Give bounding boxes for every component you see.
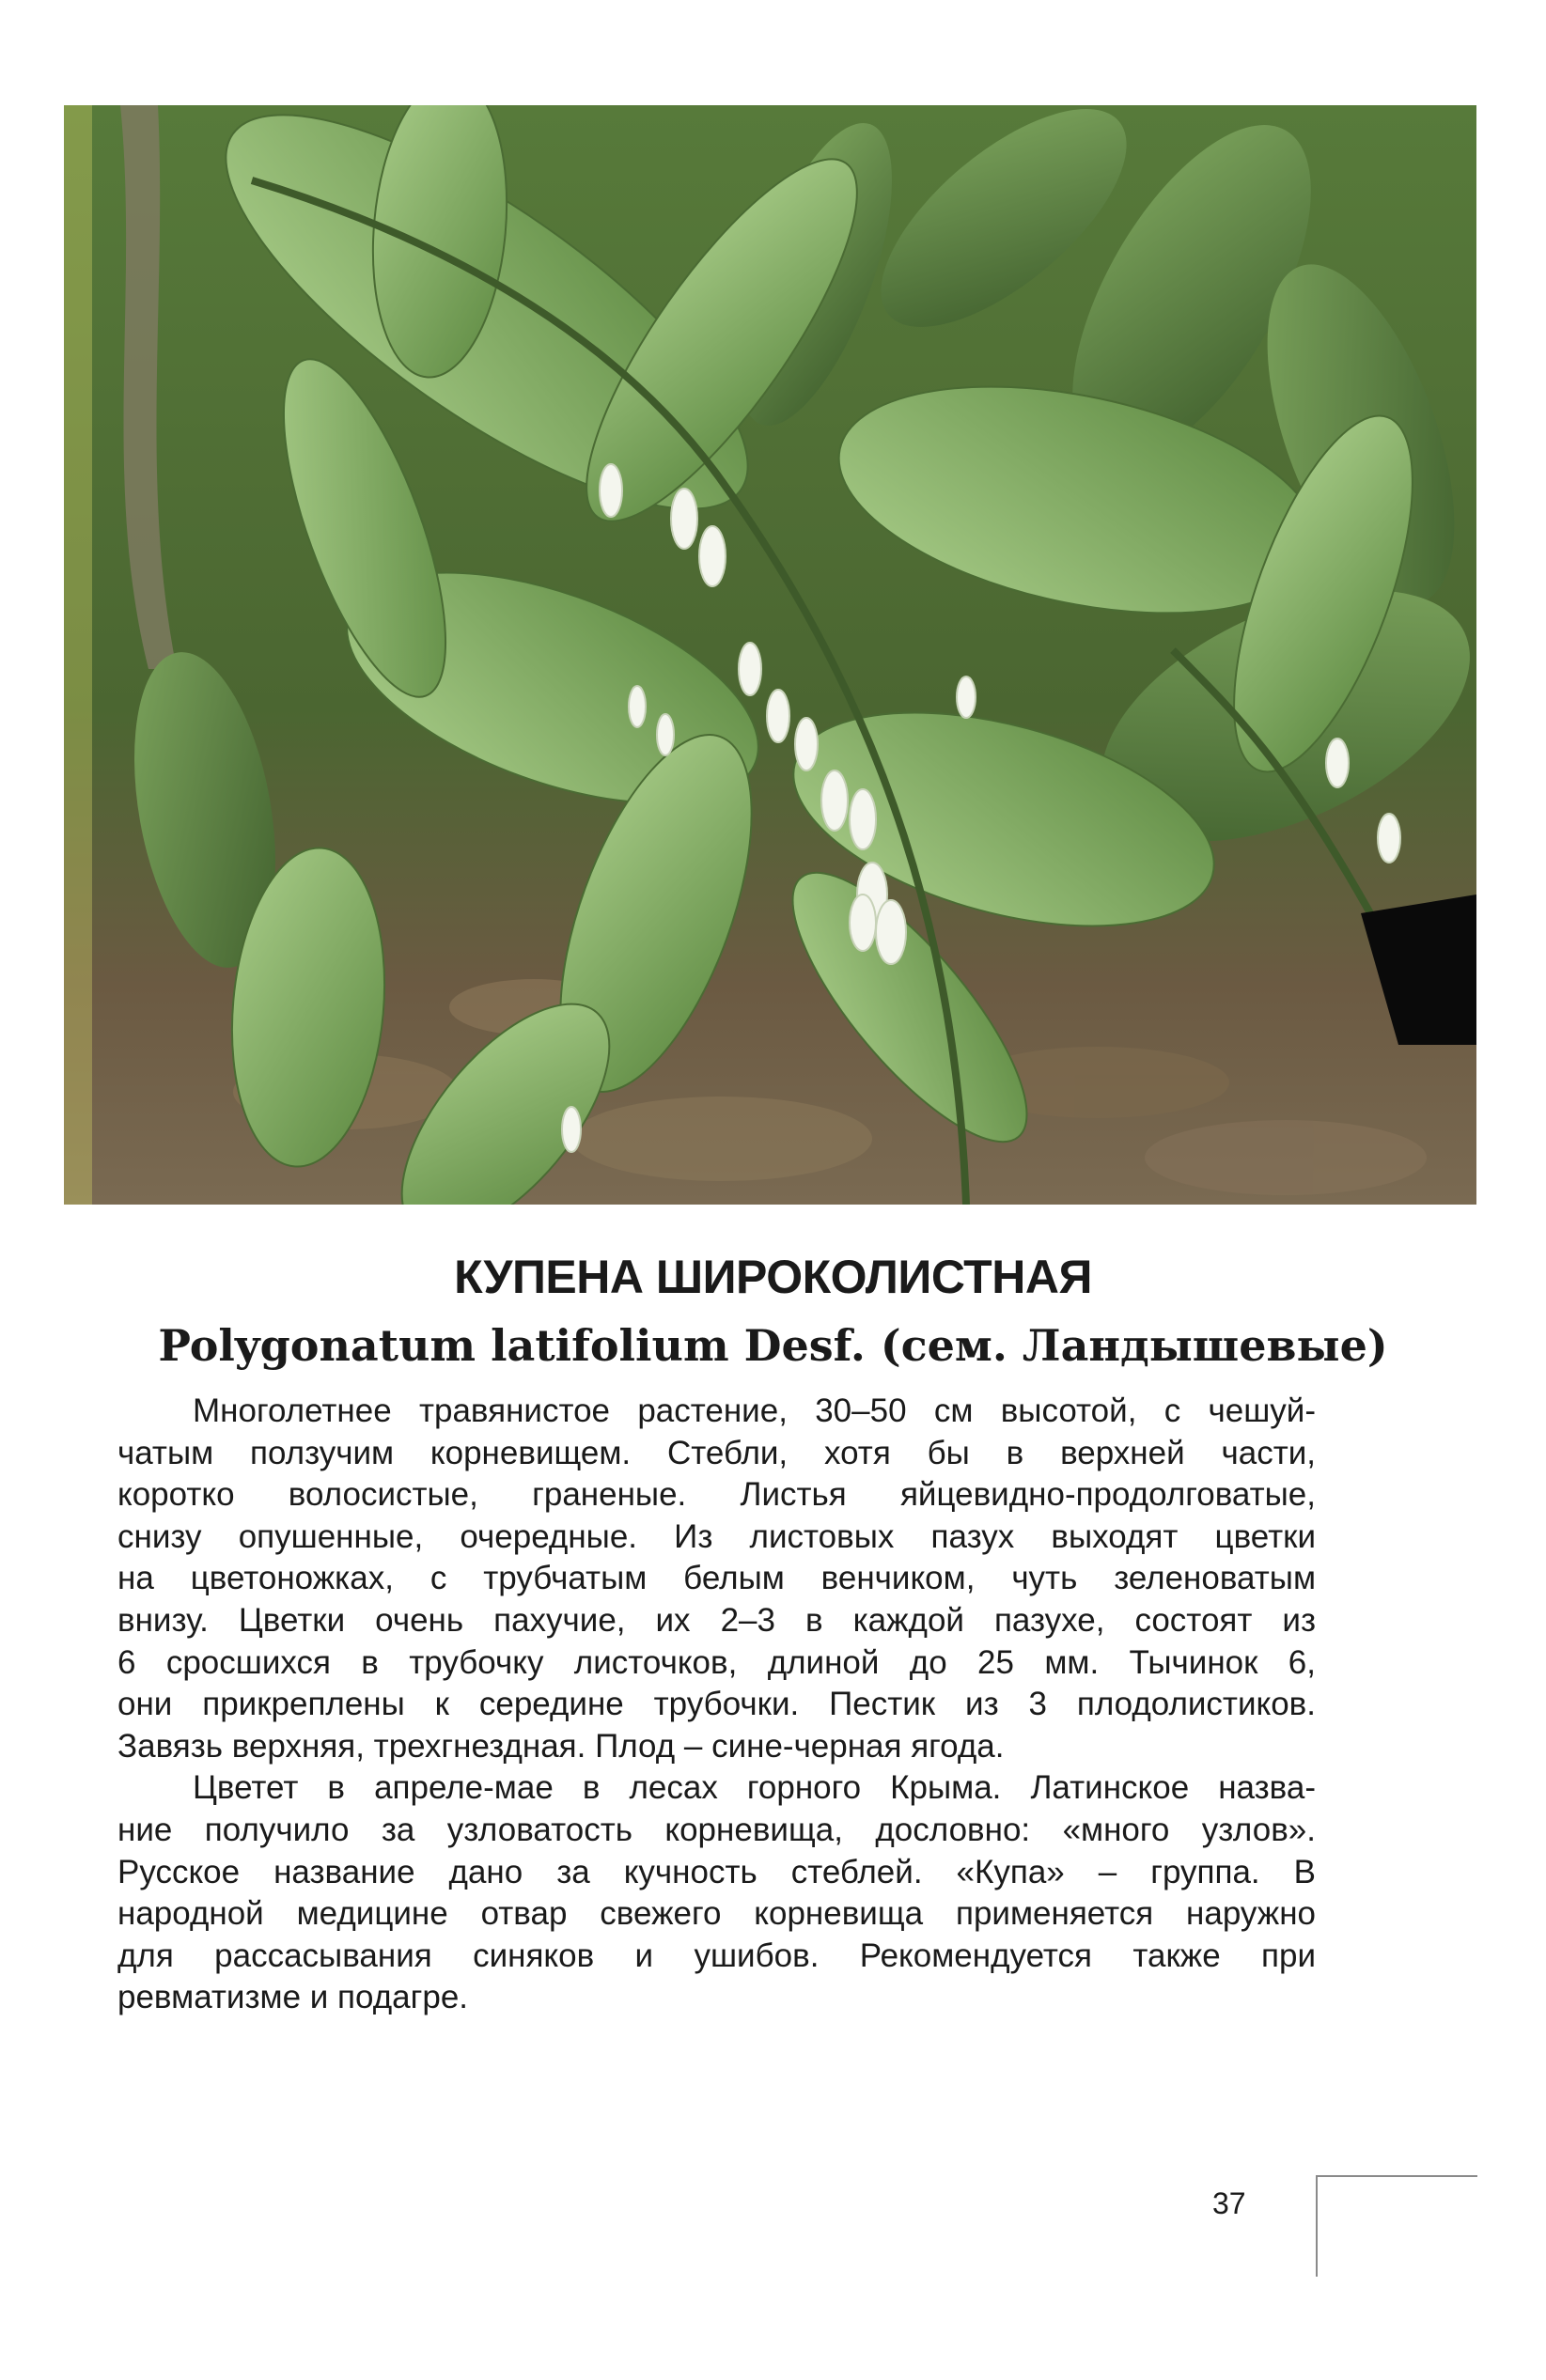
plant-photo-illustration <box>64 105 1476 1205</box>
plant-title: КУПЕНА ШИРОКОЛИСТНАЯ <box>454 1251 1092 1303</box>
text-line: снизу опушенные, очередные. Из листовых пазух выходят цветки <box>117 1517 1316 1555</box>
page-number: 37 <box>1212 2186 1246 2220</box>
text-line: ревматизме и подагре. <box>117 1979 469 2016</box>
text-line: народной медицине отвар свежего корневища применяется наружно <box>117 1895 1316 1933</box>
plant-latin-name: Polygonatum latifolium Desf. (сем. Ландышевые) <box>158 1320 1388 1371</box>
text-line: Завязь верхняя, трехгнездная. Плод – сине-черная ягода. <box>117 1727 1005 1765</box>
text-line: 6 сросшихся в трубочку листочков, длиной до 25 мм. Тычинок 6, <box>117 1643 1316 1681</box>
description-text <box>117 1391 1316 2019</box>
text-line: Русское название дано за кучность стеблей. «Купа» – группа. В <box>117 1853 1316 1890</box>
paragraph-1 <box>117 1391 1316 1767</box>
text-line: они прикреплены к середине трубочки. Пестик из 3 плодолистиков. <box>117 1686 1316 1723</box>
text-line: внизу. Цветки очень пахучие, их 2–3 в каждой пазухе, состоят из <box>117 1601 1316 1639</box>
text-line: ние получило за узловатость корневища, дословно: «много узлов». <box>117 1811 1316 1848</box>
text-line: Многолетнее травянистое растение, 30–50 см высотой, с чешуй- <box>193 1392 1316 1429</box>
text-line: Цветет в апреле-мае в лесах горного Крыма. Латинское назва- <box>193 1769 1316 1807</box>
plant-photo <box>64 105 1476 1205</box>
text-line: на цветоножках, с трубчатым белым венчиком, чуть зеленоватым <box>117 1560 1316 1597</box>
corner-mark-horizontal <box>1316 2175 1477 2177</box>
text-line: коротко волосистые, граненые. Листья яйцевидно-продолговатые, <box>117 1476 1316 1514</box>
text-line: чатым ползучим корневищем. Стебли, хотя бы в верхней части, <box>117 1434 1316 1471</box>
paragraph-2 <box>117 1767 1316 2019</box>
text-line: для рассасывания синяков и ушибов. Рекомендуется также при <box>117 1937 1316 1974</box>
corner-mark-vertical <box>1316 2175 1318 2277</box>
